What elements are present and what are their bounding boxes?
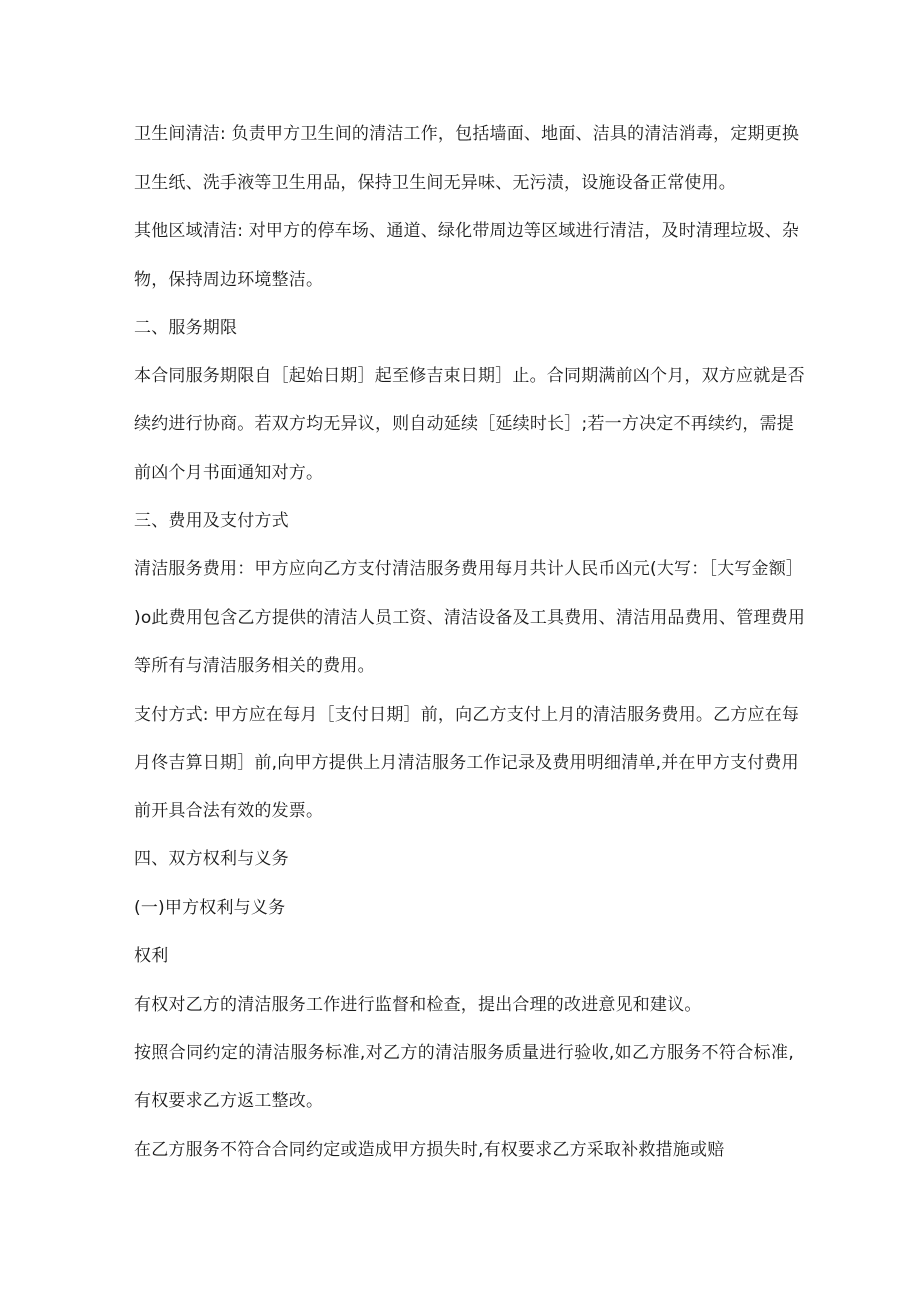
paragraph-line: 物，保持周边环境整洁。 [134,270,324,290]
section-heading: 三、费用及支付方式 [134,511,289,531]
paragraph-line: 清洁服务费用：甲方应向乙方支付清洁服务费用每月共计人民币凶元(大写：［大写金额］ [134,559,804,579]
paragraph-line: 前凶个月书面通知对方。 [134,463,324,483]
subsection-heading: (一)甲方权利与义务 [134,898,286,918]
paragraph-line: 等所有与清洁服务相关的费用。 [134,656,375,676]
paragraph-line: 按照合同约定的清洁服务标准,对乙方的清洁服务质量进行验收,如乙方服务不符合标准, [134,1043,794,1063]
paragraph-line: 有权要求乙方返工整改。 [134,1091,324,1111]
paragraph-line: 其他区域清洁: 对甲方的停车场、通道、绿化带周边等区域进行清洁，及时清理垃圾、杂 [134,221,800,241]
subsection-heading: 权利 [134,946,169,966]
paragraph-line: )o此费用包含乙方提供的清洁人员工资、清洁设备及工具费用、清洁用品费用、管理费用 [134,608,806,628]
section-heading: 四、双方权利与义务 [134,849,289,869]
paragraph-line: 卫生纸、洗手液等卫生用品，保持卫生间无异味、无污渍，设施设备正常使用。 [134,173,736,193]
paragraph-line: 本合同服务期限自［起始日期］起至修吉束日期］止。合同期满前凶个月，双方应就是否 [134,366,805,386]
paragraph-line: 前开具合法有效的发票。 [134,801,324,821]
paragraph-line: 月佟吉算日期］前,向甲方提供上月清洁服务工作记录及费用明细清单,并在甲方支付费用 [134,753,799,773]
paragraph-line: 在乙方服务不符合合同约定或造成甲方损失时,有权要求乙方采取补救措施或赔 [134,1140,725,1160]
paragraph-line: 卫生间清洁: 负责甲方卫生间的清洁工作，包括墙面、地面、洁具的清洁消毒，定期更换 [134,124,800,144]
paragraph-line: 续约进行协商。若双方均无异议，则自动延续［延续时长］;若一方决定不再续约，需提 [134,414,794,434]
section-heading: 二、服务期限 [134,318,238,338]
paragraph-line: 支付方式: 甲方应在每月［支付日期］前，向乙方支付上月的清洁服务费用。乙方应在每 [134,705,800,725]
paragraph-line: 有权对乙方的清洁服务工作进行监督和检查，提出合理的改进意见和建议。 [134,995,702,1015]
